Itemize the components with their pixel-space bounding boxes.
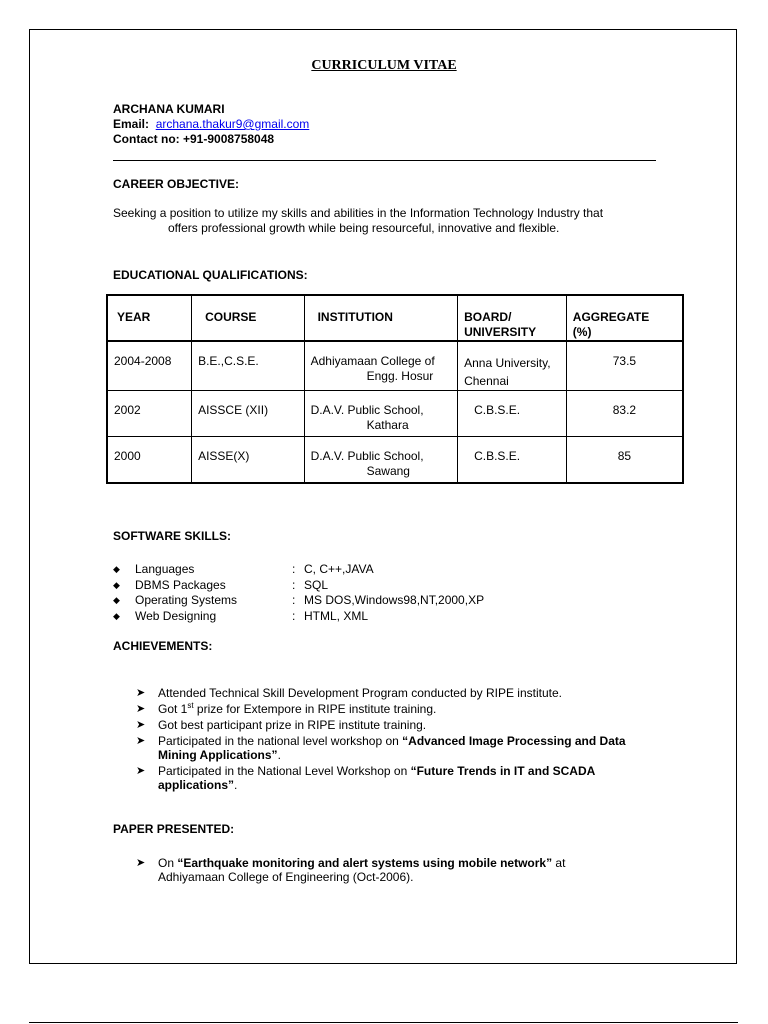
document-title: CURRICULUM VITAE xyxy=(311,58,457,73)
paper-heading: PAPER PRESENTED: xyxy=(113,822,235,836)
diamond-bullet-icon: ◆ xyxy=(113,564,120,574)
cell-course: B.E.,C.S.E. xyxy=(192,341,305,391)
cell-aggregate: 83.2 xyxy=(566,391,683,437)
diamond-bullet-icon: ◆ xyxy=(113,595,120,605)
cell-year: 2000 xyxy=(107,437,192,484)
education-table xyxy=(106,294,684,484)
footer-divider xyxy=(29,1022,738,1023)
cell-board: C.B.S.E. xyxy=(458,437,567,484)
table-row xyxy=(107,341,683,391)
cell-institution: D.A.V. Public School, Sawang xyxy=(304,437,458,484)
table-row xyxy=(107,391,683,437)
career-heading: CAREER OBJECTIVE: xyxy=(113,177,240,191)
career-line-2: offers professional growth while being resourceful, innovative and flexible. xyxy=(168,221,560,235)
cell-course: AISSCE (XII) xyxy=(192,391,305,437)
col-year: YEAR xyxy=(107,295,192,341)
skills-heading: SOFTWARE SKILLS: xyxy=(113,529,231,543)
career-line-1: Seeking a position to utilize my skills and abilities in the Information Technology Industry that xyxy=(113,206,604,220)
cell-course: AISSE(X) xyxy=(192,437,305,484)
cell-year: 2002 xyxy=(107,391,192,437)
col-aggregate: AGGREGATE (%) xyxy=(566,295,683,341)
list-item: ◆ DBMS Packages : SQL xyxy=(113,577,329,592)
table-header-row xyxy=(107,295,683,341)
achievements-heading: ACHIEVEMENTS: xyxy=(113,639,213,653)
list-item: ➤ Participated in the national level workshop on “Advanced Image Processing and Data Mining Applications”. xyxy=(136,734,626,762)
arrow-bullet-icon: ➤ xyxy=(136,719,146,731)
cell-institution: D.A.V. Public School, Kathara xyxy=(304,391,458,437)
achievements-list xyxy=(136,686,656,794)
email-label: Email: xyxy=(113,117,150,131)
list-item: ➤ Got best participant prize in RIPE institute training. xyxy=(136,718,427,732)
contact-line: Contact no: +91-9008758048 xyxy=(113,132,275,146)
skills-list xyxy=(113,562,484,624)
diamond-bullet-icon: ◆ xyxy=(113,579,120,590)
arrow-bullet-icon: ➤ xyxy=(136,687,146,699)
col-institution: INSTITUTION xyxy=(304,295,458,341)
list-item: ◆ Operating Systems : MS DOS,Windows98,NT,2000,XP xyxy=(113,593,485,607)
candidate-name: ARCHANA KUMARI xyxy=(113,102,225,116)
cell-board: C.B.S.E. xyxy=(458,391,567,437)
arrow-bullet-icon: ➤ xyxy=(136,703,146,715)
list-item: ➤ Attended Technical Skill Development Program conducted by RIPE institute. xyxy=(136,686,562,700)
list-item: ➤ Participated in the National Level Workshop on “Future Trends in IT and SCADA applications”. xyxy=(136,764,595,792)
header-divider xyxy=(113,160,656,161)
cell-aggregate: 85 xyxy=(566,437,683,484)
col-course: COURSE xyxy=(192,295,305,341)
cell-aggregate: 73.5 xyxy=(566,341,683,391)
education-heading: EDUCATIONAL QUALIFICATIONS: xyxy=(113,268,308,282)
list-item: ◆ Languages : C, C++,JAVA xyxy=(113,562,374,576)
diamond-bullet-icon: ◆ xyxy=(113,610,120,621)
table-row xyxy=(107,437,683,484)
paper-list xyxy=(136,856,596,886)
arrow-bullet-icon: ➤ xyxy=(136,857,146,869)
col-board: BOARD/ UNIVERSITY xyxy=(458,295,567,341)
list-item: ➤ Got 1st prize for Extempore in RIPE institute training. xyxy=(136,701,437,716)
arrow-bullet-icon: ➤ xyxy=(136,765,146,777)
arrow-bullet-icon: ➤ xyxy=(136,735,146,747)
cell-year: 2004-2008 xyxy=(107,341,192,391)
list-item: ◆ Web Designing : HTML, XML xyxy=(113,608,369,623)
cell-board: Anna University, Chennai xyxy=(458,341,567,391)
email-line xyxy=(113,117,309,131)
email-link[interactable]: archana.thakur9@gmail.com xyxy=(155,117,310,131)
list-item: ➤ On “Earthquake monitoring and alert systems using mobile network” at Adhiyamaan College of Engineering (Oct-2006). xyxy=(136,856,566,884)
cell-institution: Adhiyamaan College of Engg. Hosur xyxy=(304,341,458,391)
